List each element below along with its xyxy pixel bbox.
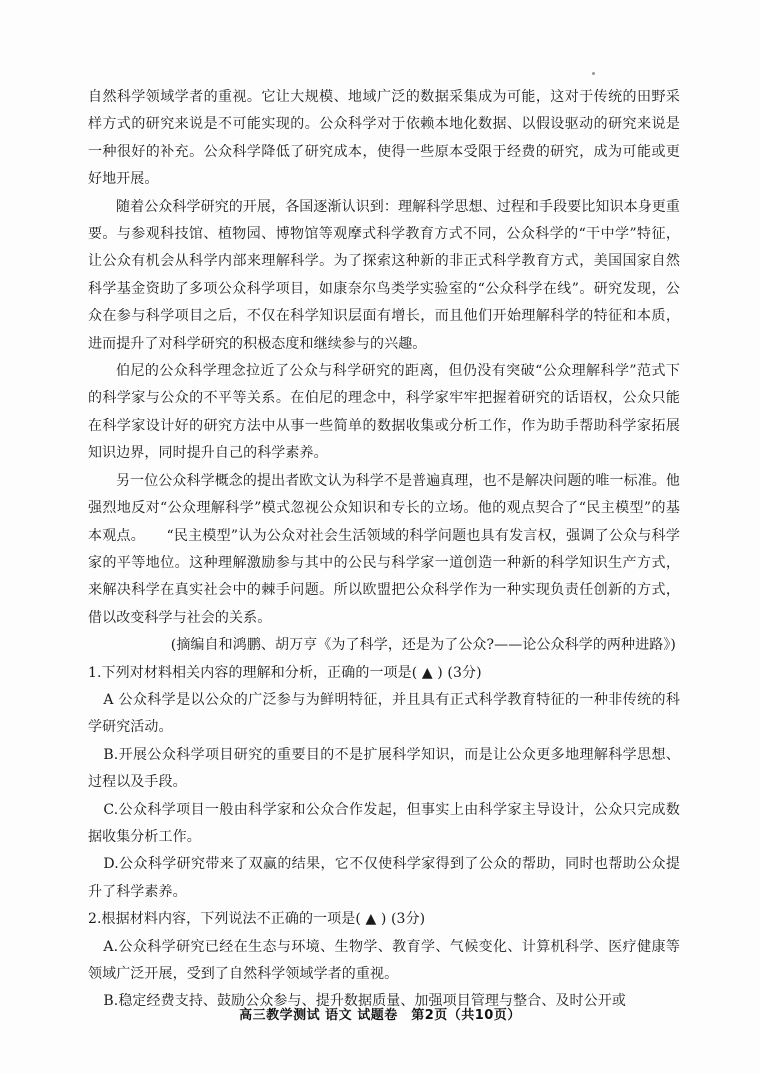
paragraph-1: 自然科学领域学者的重视。它让大规模、地域广泛的数据采集成为可能，这对于传统的田野采样方式的研究来说是不可能实现的。公众科学对于依赖本地化数据、以假设驱动的研究来说是一种很好的补充。公众科学降低了研究成本，使得一些原本受限于经费的研究，成为可能或更好地开展。 (88, 89, 680, 188)
paragraph-2: 随着公众科学研究的开展，各国逐渐认识到：理解科学思想、过程和手段要比知识本身更重要。与参观科技馆、植物园、博物馆等观摩式科学教育方式不同，公众科学的“干中学”特征，让公众有机会从科学内部来理解科学。为了探索这种新的非正式科学教育方式，美国国家自然科学基金资助了多项公众科学项目，如康奈尔鸟类学实验室的“公众科学在线”。研究发现，公众在参与科学项目之后，不仅在科学知识层面有增长，而且他们开始理解科学的特征和本质，进而提升了对科学研究的积极态度和继续参与的兴趣。 (88, 198, 680, 352)
question-2-option-a: A.公众科学研究已经在生态与环境、生物学、教育学、气候变化、计算机科学、医疗健康等领域广泛开展，受到了自然科学领域学者的重视。 (88, 938, 680, 982)
scan-dot (592, 72, 595, 75)
paragraph-4: 另一位公众科学概念的提出者欧文认为科学不是普遍真理，也不是解决问题的唯一标准。他强烈地反对“公众理解科学”模式忽视公众知识和专长的立场。他的观点契合了“民主模型”的基本观点。 “民主模型”认为公众对社会生活领域的科学问题也具有发言权，强调了公众与科学家的平等地位。这种理解激励参与其中的公民与科学家一道创造一种新的科学知识生产方式，来解决科学在真实社会中的棘手问题。所以欧盟把公众科学作为一种实现负责任创新的方式，借以改变科学与社会的关系。 (88, 472, 680, 626)
question-1-option-b: B.开展公众科学项目研究的重要目的不是扩展科学知识，而是让公众更多地理解科学思想、过程以及手段。 (88, 746, 680, 791)
page-content (88, 84, 680, 1016)
source-citation: (摘编自和鸿鹏、胡万亨《为了科学，还是为了公众?——论公众科学的两种进路》) (170, 637, 676, 654)
page-footer: 高三教学测试 语文 试题卷 第2页（共10页） (239, 1008, 521, 1023)
question-2-option-b: B.稳定经费支持、鼓励公众参与、提升数据质量、加强项目管理与整合、及时公开或 (103, 993, 626, 1010)
question-1-stem: 1.下列对材料相关内容的理解和分析，正确的一项是( ▲ ) (3分) (88, 664, 482, 681)
paragraph-3: 伯尼的公众科学理念拉近了公众与科学研究的距离，但仍没有突破“公众理解科学”范式下的科学家与公众的不平等关系。在伯尼的理念中，科学家牢牢把握着研究的话语权，公众只能在科学家设计好的研究方法中从事一些简单的数据收集或分析工作，作为助手帮助科学家拓展知识边界，同时提升自己的科学素养。 (88, 363, 680, 462)
question-1-option-c: C.公众科学项目一般由科学家和公众合作发起，但事实上由科学家主导设计，公众只完成数据收集分析工作。 (88, 801, 680, 845)
question-1-option-a: A 公众科学是以公众的广泛参与为鲜明特征，并且具有正式科学教育特征的一种非传统的科学研究活动。 (88, 691, 680, 736)
question-1-option-d: D.公众科学研究带来了双赢的结果，它不仅使科学家得到了公众的帮助，同时也帮助公众提升了科学素养。 (88, 856, 680, 900)
question-2-stem: 2.根据材料内容，下列说法不正确的一项是( ▲ ) (3分) (88, 911, 426, 928)
